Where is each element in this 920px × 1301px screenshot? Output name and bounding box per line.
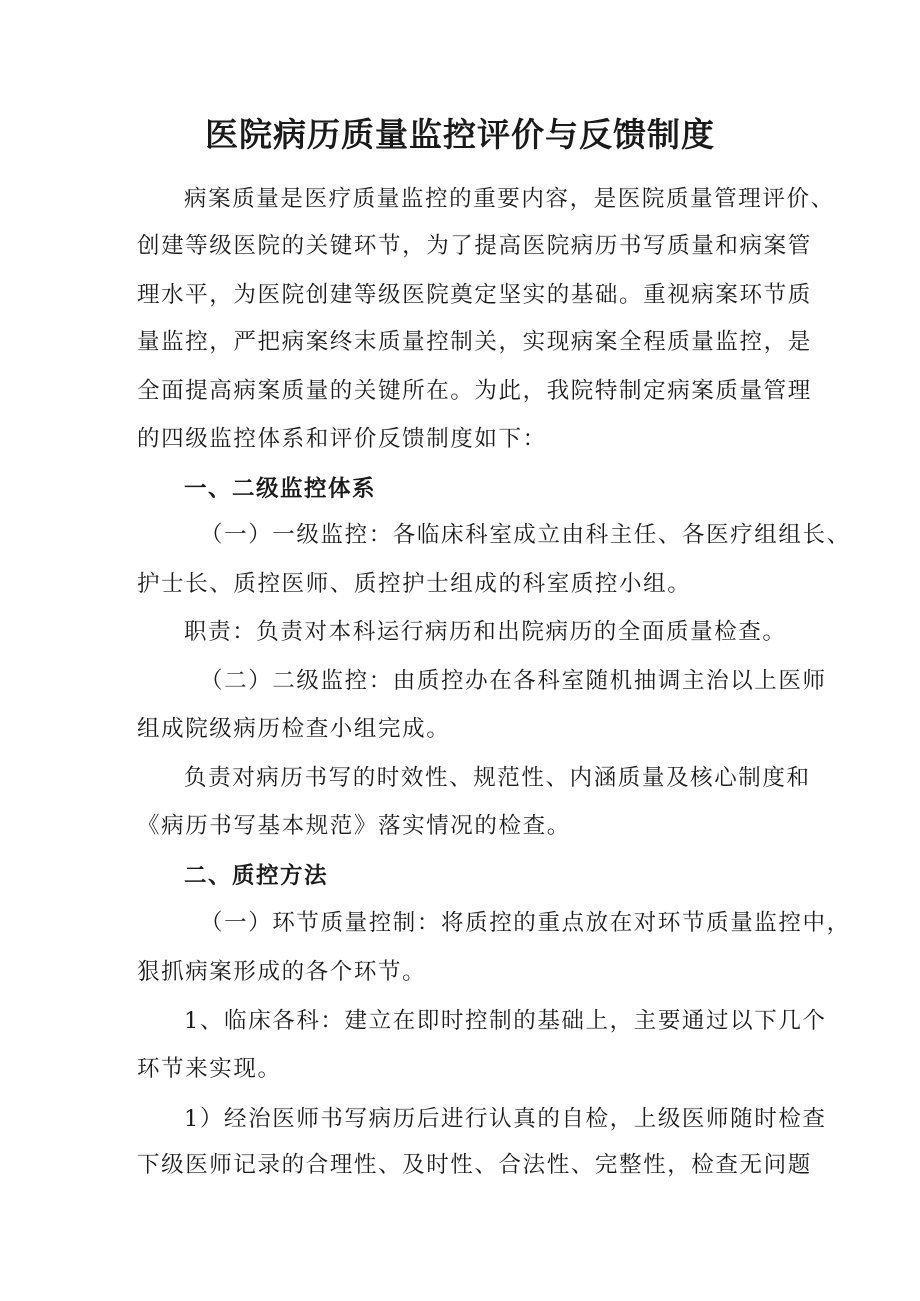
document-title: 医院病历质量监控评价与反馈制度 bbox=[205, 115, 715, 154]
intro-line: 创建等级医院的关键环节，为了提高医院病历书写质量和病案管 bbox=[137, 233, 812, 259]
level2-duty-line: 负责对病历书写的时效性、规范性、内涵质量及核心制度和 bbox=[184, 765, 811, 791]
method1-line: 狠抓病案形成的各个环节。 bbox=[137, 959, 427, 985]
level1-duty: 职责：负责对本科运行病历和出院病历的全面质量检查。 bbox=[184, 619, 787, 645]
level2-duty-line: 《病历书写基本规范》落实情况的检查。 bbox=[137, 813, 571, 839]
level2-line: 组成院级病历检查小组完成。 bbox=[137, 716, 451, 742]
intro-line: 理水平，为医院创建等级医院奠定坚实的基础。重视病案环节质 bbox=[137, 282, 812, 308]
level2-line: （二）二级监控：由质控办在各科室随机抽调主治以上医师 bbox=[200, 668, 827, 694]
method1-line: （一）环节质量控制：将质控的重点放在对环节质量监控中， bbox=[200, 910, 851, 936]
item1-line: 1）经治医师书写病历后进行认真的自检，上级医师随时检查 bbox=[184, 1106, 827, 1132]
clinical-line: 环节来实现。 bbox=[137, 1056, 282, 1082]
intro-line: 病案质量是医疗质量监控的重要内容，是医院质量管理评价、 bbox=[184, 186, 835, 212]
section-heading-2: 二、质控方法 bbox=[184, 863, 329, 889]
level1-line: （一）一级监控：各临床科室成立由科主任、各医疗组组长、 bbox=[200, 522, 851, 548]
intro-line: 的四级监控体系和评价反馈制度如下： bbox=[137, 426, 547, 452]
level1-line: 护士长、质控医师、质控护士组成的科室质控小组。 bbox=[137, 571, 692, 597]
clinical-line: 1、临床各科：建立在即时控制的基础上，主要通过以下几个 bbox=[184, 1008, 827, 1034]
section-heading-1: 一、二级监控体系 bbox=[184, 476, 377, 502]
intro-line: 量监控，严把病案终末质量控制关，实现病案全程质量监控，是 bbox=[137, 329, 812, 355]
intro-line: 全面提高病案质量的关键所在。为此，我院特制定病案质量管理 bbox=[137, 378, 812, 404]
item1-line: 下级医师记录的合理性、及时性、合法性、完整性，检查无问题 bbox=[137, 1152, 812, 1178]
